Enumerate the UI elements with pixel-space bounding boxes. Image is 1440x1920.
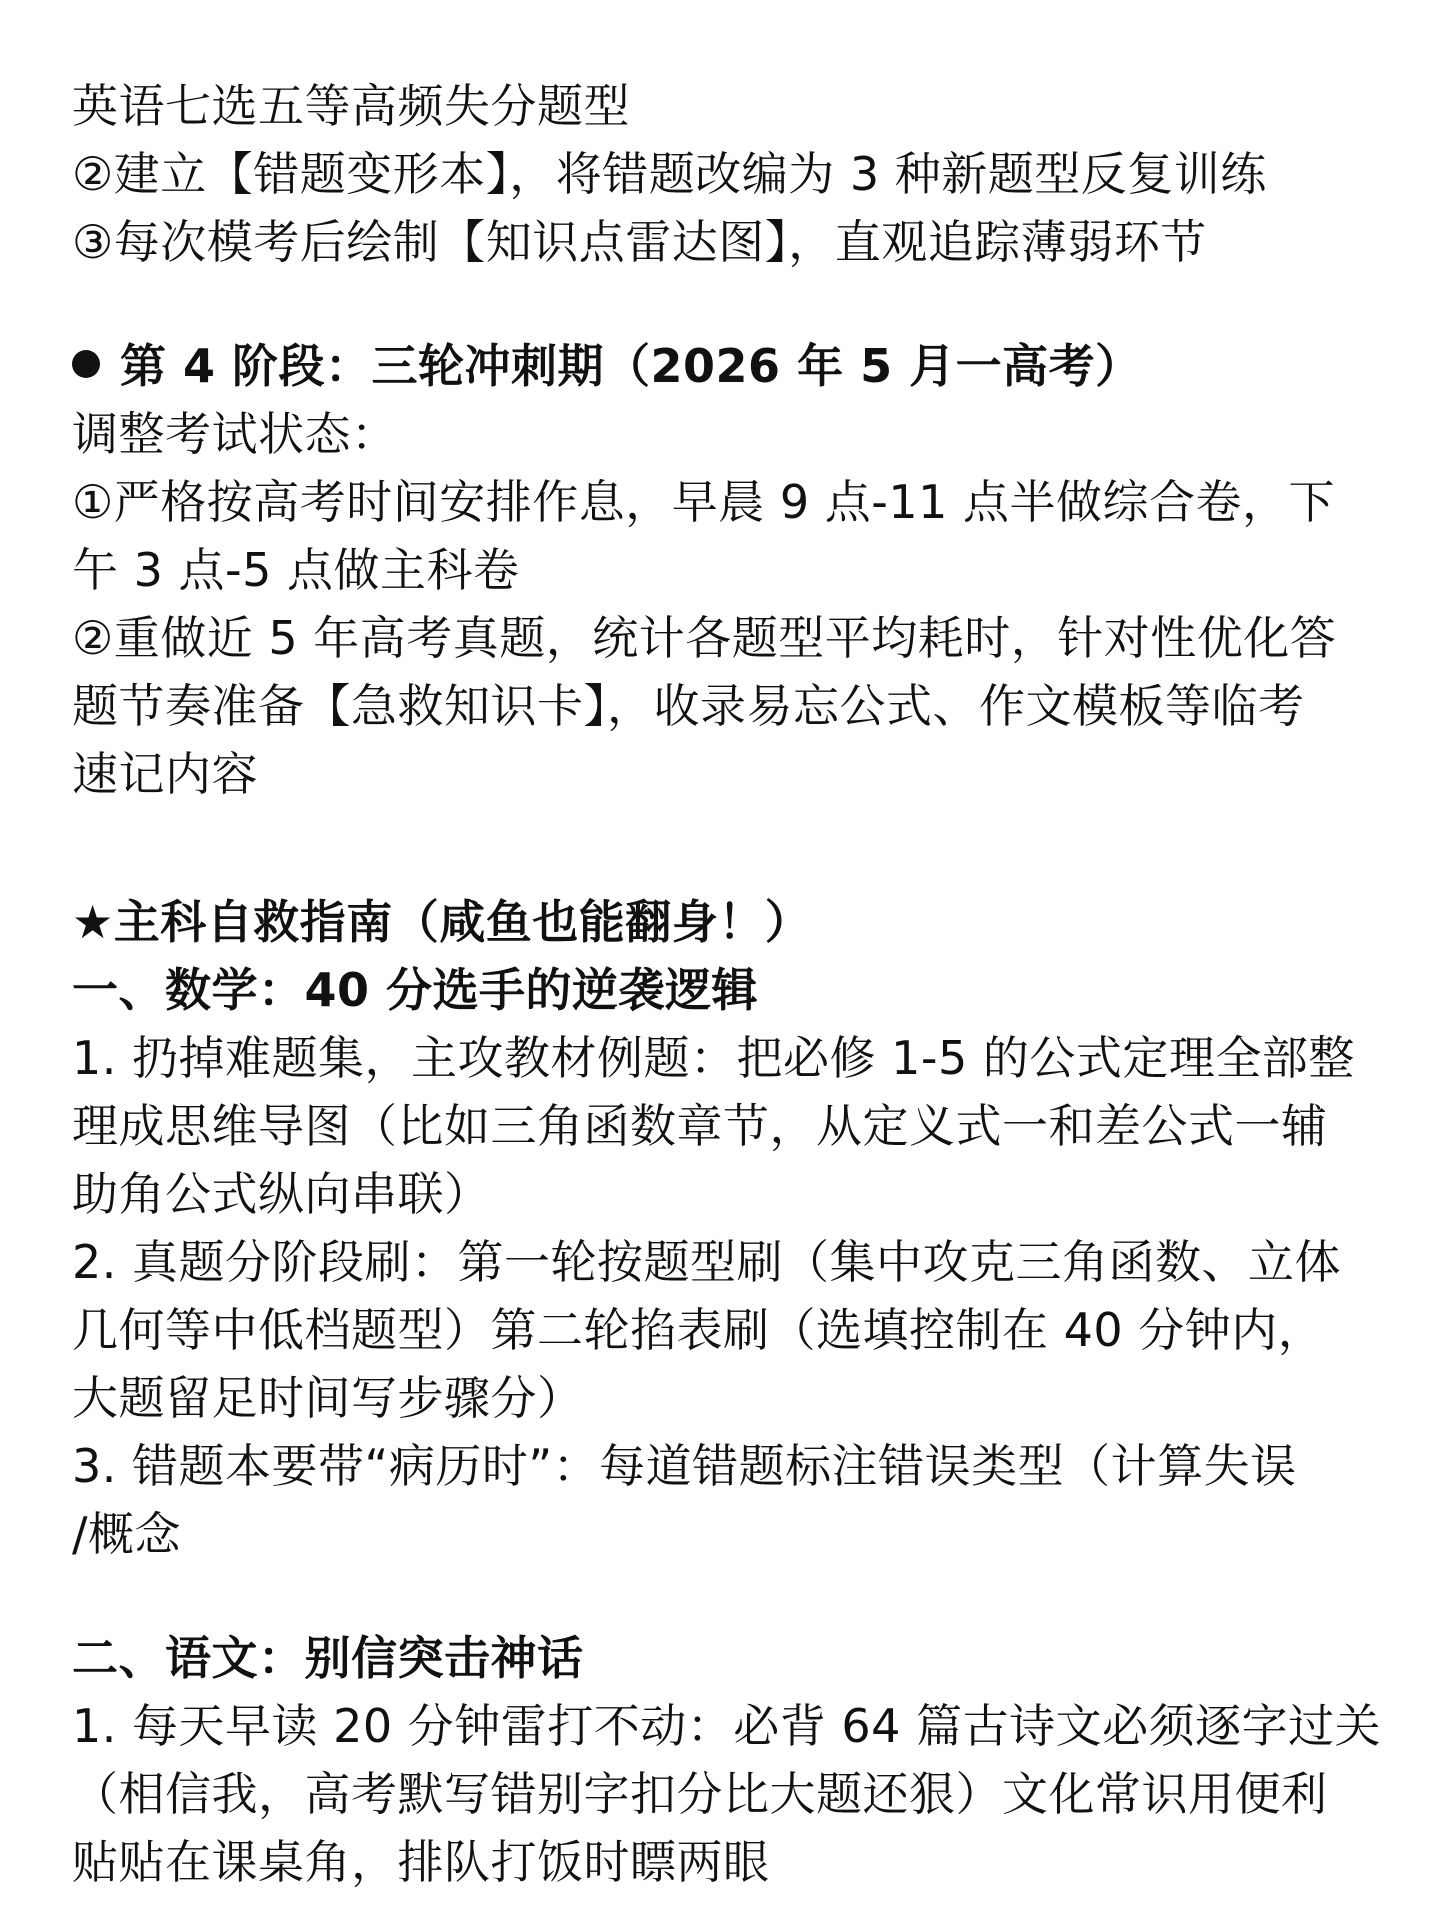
- subsection-heading: 一、数学：40 分选手的逆袭逻辑: [72, 963, 759, 1017]
- spacer: [72, 808, 1368, 888]
- stage-heading-text: 第 4 阶段：三轮冲刺期（2026 年 5 月一高考）: [120, 339, 1142, 393]
- spacer: [72, 276, 1368, 332]
- subsection-heading: 二、语文：别信突击神话: [72, 1631, 584, 1685]
- text-line: 2. 真题分阶段刷：第一轮按题型刷（集中攻克三角函数、立体: [72, 1235, 1342, 1289]
- text-line: 速记内容: [72, 747, 258, 801]
- text-line: ②建立【错题变形本】，将错题改编为 3 种新题型反复训练: [72, 147, 1267, 201]
- text-line: ③每次模考后绘制【知识点雷达图】，直观追踪薄弱环节: [72, 215, 1207, 269]
- text-line: 理成思维导图（比如三角函数章节，从定义式一和差公式一辅: [72, 1099, 1328, 1153]
- bullet-dot-icon: [72, 350, 100, 378]
- text-line: 助角公式纵向串联）: [72, 1167, 491, 1221]
- text-line: /概念: [72, 1507, 181, 1561]
- text-line: ①严格按高考时间安排作息，早晨 9 点-11 点半做综合卷，下: [72, 475, 1336, 529]
- text-line: 3. 错题本要带“病历时”：每道错题标注错误类型（计算失误: [72, 1439, 1297, 1493]
- text-line: （相信我，高考默写错别字扣分比大题还狠）文化常识用便利: [72, 1767, 1328, 1821]
- text-line: 大题留足时间写步骤分）: [72, 1371, 584, 1425]
- text-line: 英语七选五等高频失分题型: [72, 79, 630, 133]
- text-line: 贴贴在课桌角，排队打饭时瞟两眼: [72, 1835, 770, 1889]
- text-line: 1. 每天早读 20 分钟雷打不动：必背 64 篇古诗文必须逐字过关: [72, 1699, 1382, 1753]
- stage-heading: [72, 332, 1368, 400]
- text-line: 1. 扔掉难题集，主攻教材例题：把必修 1-5 的公式定理全部整: [72, 1031, 1355, 1085]
- text-line: 题节奏准备【急救知识卡】，收录易忘公式、作文模板等临考: [72, 679, 1305, 733]
- text-line: 调整考试状态：: [72, 407, 398, 461]
- text-line: 午 3 点-5 点做主科卷: [72, 543, 520, 597]
- text-line: ②重做近 5 年高考真题，统计各题型平均耗时，针对性优化答: [72, 611, 1337, 665]
- text-line: 几何等中低档题型）第二轮掐表刷（选填控制在 40 分钟内，: [72, 1303, 1325, 1357]
- spacer: [72, 1568, 1368, 1624]
- section-heading: ★主科自救指南（咸鱼也能翻身！）: [72, 895, 812, 949]
